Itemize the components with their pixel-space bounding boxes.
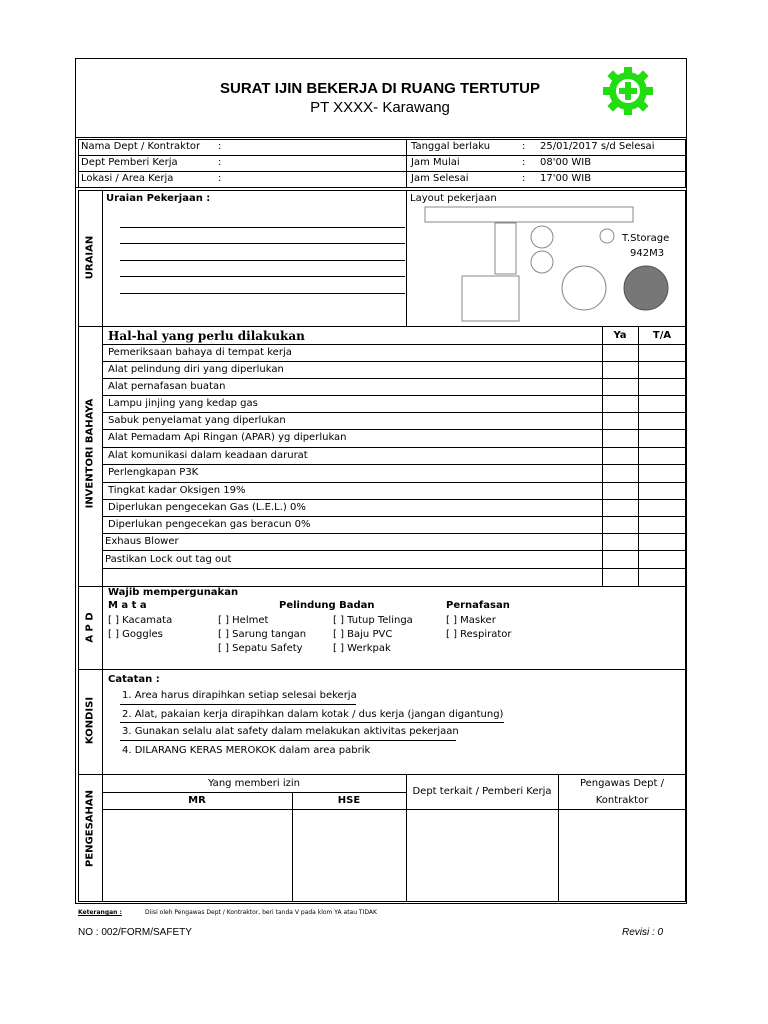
info-value-tanggal: 25/01/2017 s/d Selesai [540, 141, 655, 152]
section-label-pengesahan: PENGESAHAN [84, 790, 96, 867]
catatan-note: 2. Alat, pakaian kerja dirapihkan dalam kotak / dus kerja (jangan digantung) [122, 709, 504, 720]
info-colon: : [218, 157, 222, 168]
info-value-jam-selesai: 17'00 WIB [540, 173, 592, 184]
apd-checkbox-tutup-telinga[interactable]: [ ] Tutup Telinga [333, 615, 413, 626]
apd-checkbox-goggles[interactable]: [ ] Goggles [108, 629, 163, 640]
apd-checkbox-respirator[interactable]: [ ] Respirator [446, 629, 512, 640]
catatan-note: 1. Area harus dirapihkan setiap selesai bekerja [122, 690, 357, 701]
info-label-tanggal: Tanggal berlaku [411, 141, 491, 152]
safety-gear-cross-icon [598, 66, 658, 116]
apd-checkbox-helmet[interactable]: [ ] Helmet [218, 615, 269, 626]
uraian-writing-line[interactable] [120, 293, 405, 294]
col-header-ya: Ya [613, 330, 627, 341]
section-label-uraian: URAIAN [84, 235, 96, 280]
check-cell-ya[interactable] [603, 345, 637, 585]
info-label-lokasi: Lokasi / Area Kerja [81, 173, 174, 184]
catatan-note: 3. Gunakan selalu alat safety dalam melakukan aktivitas pekerjaan [122, 726, 459, 737]
company-name: PT XXXX- Karawang [310, 99, 450, 116]
storage-label: T.Storage [622, 233, 670, 244]
col-header-ta: T/A [652, 330, 672, 341]
apd-intro: Wajib mempergunakan [108, 587, 239, 598]
hazard-item: Tingkat kadar Oksigen 19% [108, 485, 246, 496]
form-title: SURAT IJIN BEKERJA DI RUANG TERTUTUP [219, 80, 541, 97]
info-label-jam-selesai: Jam Selesai [411, 173, 469, 184]
hazard-item: Alat komunikasi dalam keadaan darurat [108, 450, 308, 461]
signature-box-hse[interactable] [293, 810, 405, 901]
hazard-item: Diperlukan pengecekan Gas (L.E.L.) 0% [108, 502, 306, 513]
check-cell-ta[interactable] [639, 345, 685, 585]
dept-terkait-label: Dept terkait / Pemberi Kerja [412, 786, 552, 797]
uraian-pekerjaan-label: Uraian Pekerjaan : [106, 193, 211, 204]
layout-pekerjaan-label: Layout pekerjaan [410, 193, 497, 204]
uraian-writing-line[interactable] [120, 227, 405, 228]
section-label-apd: A P D [84, 612, 96, 643]
hazard-item: Perlengkapan P3K [108, 467, 199, 478]
signature-box-pengawas[interactable] [559, 810, 685, 901]
apd-checkbox-werkpak[interactable]: [ ] Werkpak [333, 643, 391, 654]
apd-checkbox-kacamata[interactable]: [ ] Kacamata [108, 615, 173, 626]
info-colon: : [218, 141, 222, 152]
info-colon: : [522, 141, 526, 152]
hazard-item: Sabuk penyelamat yang diperlukan [108, 415, 286, 426]
apd-col-pernafasan: Pernafasan [446, 600, 510, 611]
hazard-item: Alat pelindung diri yang diperlukan [108, 364, 284, 375]
apd-checkbox-baju-pvc[interactable]: [ ] Baju PVC [333, 629, 393, 640]
hazard-item: Exhaus Blower [105, 536, 179, 547]
revision-label: Revisi : 0 [622, 927, 664, 938]
pengawas-label-line1: Pengawas Dept / [579, 778, 664, 789]
keterangan-label: Keterangan : [78, 909, 122, 916]
storage-capacity: 942M3 [630, 248, 665, 259]
pengawas-label-line2: Kontraktor [595, 795, 649, 806]
section-label-kondisi: KONDISI [84, 696, 96, 745]
info-label-nama-dept: Nama Dept / Kontraktor [81, 141, 201, 152]
section-label-inventori: INVENTORI BAHAYA [84, 398, 96, 509]
signature-box-dept-terkait[interactable] [407, 810, 557, 901]
apd-col-mata: M a t a [108, 600, 147, 611]
hazard-item: Alat Pemadam Api Ringan (APAR) yg diperlukan [108, 432, 347, 443]
signature-box-mr[interactable] [103, 810, 291, 901]
info-label-dept-pemberi: Dept Pemberi Kerja [81, 157, 178, 168]
keterangan-text: Diisi oleh Pengawas Dept / Kontraktor, beri tanda V pada klom YA atau TIDAK [145, 909, 377, 916]
info-colon: : [218, 173, 222, 184]
apd-checkbox-sarung-tangan[interactable]: [ ] Sarung tangan [218, 629, 307, 640]
inventori-header: Hal-hal yang perlu dilakukan [108, 329, 305, 343]
info-colon: : [522, 157, 526, 168]
catatan-label: Catatan : [108, 674, 160, 685]
info-label-jam-mulai: Jam Mulai [411, 157, 460, 168]
hazard-item: Lampu jinjing yang kedap gas [108, 398, 258, 409]
apd-col-badan: Pelindung Badan [279, 600, 375, 611]
yang-memberi-izin-label: Yang memberi izin [207, 778, 301, 789]
apd-checkbox-sepatu-safety[interactable]: [ ] Sepatu Safety [218, 643, 303, 654]
hazard-item: Diperlukan pengecekan gas beracun 0% [108, 519, 311, 530]
uraian-writing-line[interactable] [120, 276, 405, 277]
hazard-item: Pemeriksaan bahaya di tempat kerja [108, 347, 292, 358]
uraian-writing-line[interactable] [120, 260, 405, 261]
uraian-writing-line[interactable] [120, 243, 405, 244]
form-number: NO : 002/FORM/SAFETY [78, 927, 192, 938]
hazard-item: Alat pernafasan buatan [108, 381, 226, 392]
hse-label: HSE [337, 795, 361, 806]
info-value-jam-mulai: 08'00 WIB [540, 157, 592, 168]
mr-label: MR [188, 795, 206, 806]
apd-checkbox-masker[interactable]: [ ] Masker [446, 615, 496, 626]
catatan-note: 4. DILARANG KERAS MEROKOK dalam area pabrik [122, 745, 371, 756]
hazard-item: Pastikan Lock out tag out [105, 554, 232, 565]
info-colon: : [522, 173, 526, 184]
